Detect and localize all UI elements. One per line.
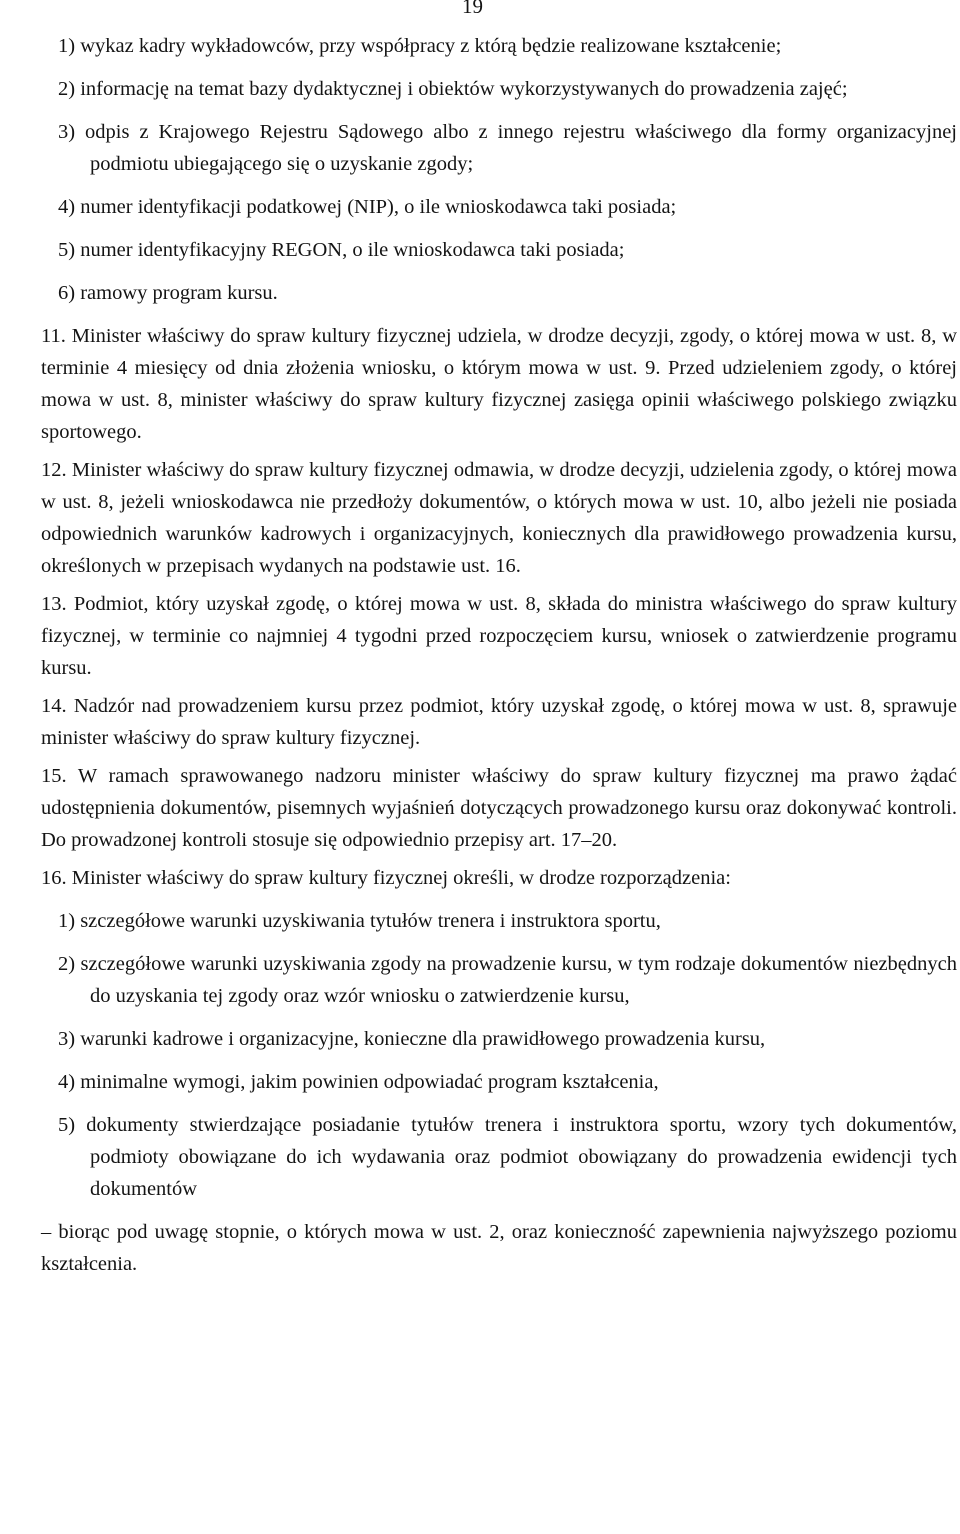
section-15: 15. W ramach sprawowanego nadzoru minister właściwy do spraw kultury fizycznej ma prawo żądać udostępnienia dokumentów, pisemnych wyjaśnień dotyczących prowadzonego kursu oraz dokonywać kontroli. Do prowadzonej kontroli stosuje się odpowiednio przepisy art. 17–20. [41, 765, 957, 851]
section-13: 13. Podmiot, który uzyskał zgodę, o której mowa w ust. 8, składa do ministra właściwego do spraw kultury fizycznej, w terminie co najmniej 4 tygodni przed rozpoczęciem kursu, wniosek o zatwierdzenie programu kursu. [41, 593, 957, 679]
list-item: 5) numer identyfikacyjny REGON, o ile wnioskodawca taki posiada; [58, 239, 625, 261]
section-16: 16. Minister właściwy do spraw kultury fizycznej określi, w drodze rozporządzenia: [41, 867, 731, 889]
list-item: 6) ramowy program kursu. [58, 282, 278, 304]
page-number: 19 [462, 0, 483, 18]
list-item: 4) numer identyfikacji podatkowej (NIP), o ile wnioskodawca taki posiada; [58, 196, 677, 218]
list-item: 2) informację na temat bazy dydaktycznej i obiektów wykorzystywanych do prowadzenia zajęć; [58, 78, 848, 100]
list-item: 1) szczegółowe warunki uzyskiwania tytułów trenera i instruktora sportu, [58, 910, 661, 932]
list-item: 3) warunki kadrowe i organizacyjne, konieczne dla prawidłowego prowadzenia kursu, [58, 1028, 766, 1050]
list-item: 3) odpis z Krajowego Rejestru Sądowego albo z innego rejestru właściwego dla formy organizacyjnej podmiotu ubiegającego się o uzyskanie zgody; [58, 121, 957, 175]
section-12: 12. Minister właściwy do spraw kultury fizycznej odmawia, w drodze decyzji, udzielenia zgody, o której mowa w ust. 8, jeżeli wnioskodawca nie przedłoży dokumentów, o których mowa w ust. 10, albo jeżeli nie posiada odpowiednich warunków kadrowych i organizacyjnych, koniecznych dla prawidłowego prowadzenia kursu, określonych w przepisach wydanych na podstawie ust. 16. [41, 459, 957, 577]
list-item: 4) minimalne wymogi, jakim powinien odpowiadać program kształcenia, [58, 1071, 659, 1093]
document-body [41, 0, 957, 1280]
list-item: 5) dokumenty stwierdzające posiadanie tytułów trenera i instruktora sportu, wzory tych dokumentów, podmioty obowiązane do ich wydawania oraz podmiot obowiązany do prowadzenia ewidencji tych dokumentów [58, 1114, 957, 1200]
list-item: 2) szczegółowe warunki uzyskiwania zgody na prowadzenie kursu, w tym rodzaje dokumentów niezbędnych do uzyskania tej zgody oraz wzór wniosku o zatwierdzenie kursu, [58, 953, 957, 1007]
list-item: 1) wykaz kadry wykładowców, przy współpracy z którą będzie realizowane kształcenie; [58, 35, 782, 57]
section-11: 11. Minister właściwy do spraw kultury fizycznej udziela, w drodze decyzji, zgody, o której mowa w ust. 8, w terminie 4 miesięcy od dnia złożenia wniosku, o którym mowa w ust. 9. Przed udzieleniem zgody, o której mowa w ust. 8, minister właściwy do spraw kultury fizycznej zasięga opinii właściwego polskiego związku sportowego. [41, 325, 957, 443]
section-14: 14. Nadzór nad prowadzeniem kursu przez podmiot, który uzyskał zgodę, o której mowa w ust. 8, sprawuje minister właściwy do spraw kultury fizycznej. [41, 695, 957, 749]
closing-clause: – biorąc pod uwagę stopnie, o których mowa w ust. 2, oraz konieczność zapewnienia najwyższego poziomu kształcenia. [41, 1221, 957, 1275]
